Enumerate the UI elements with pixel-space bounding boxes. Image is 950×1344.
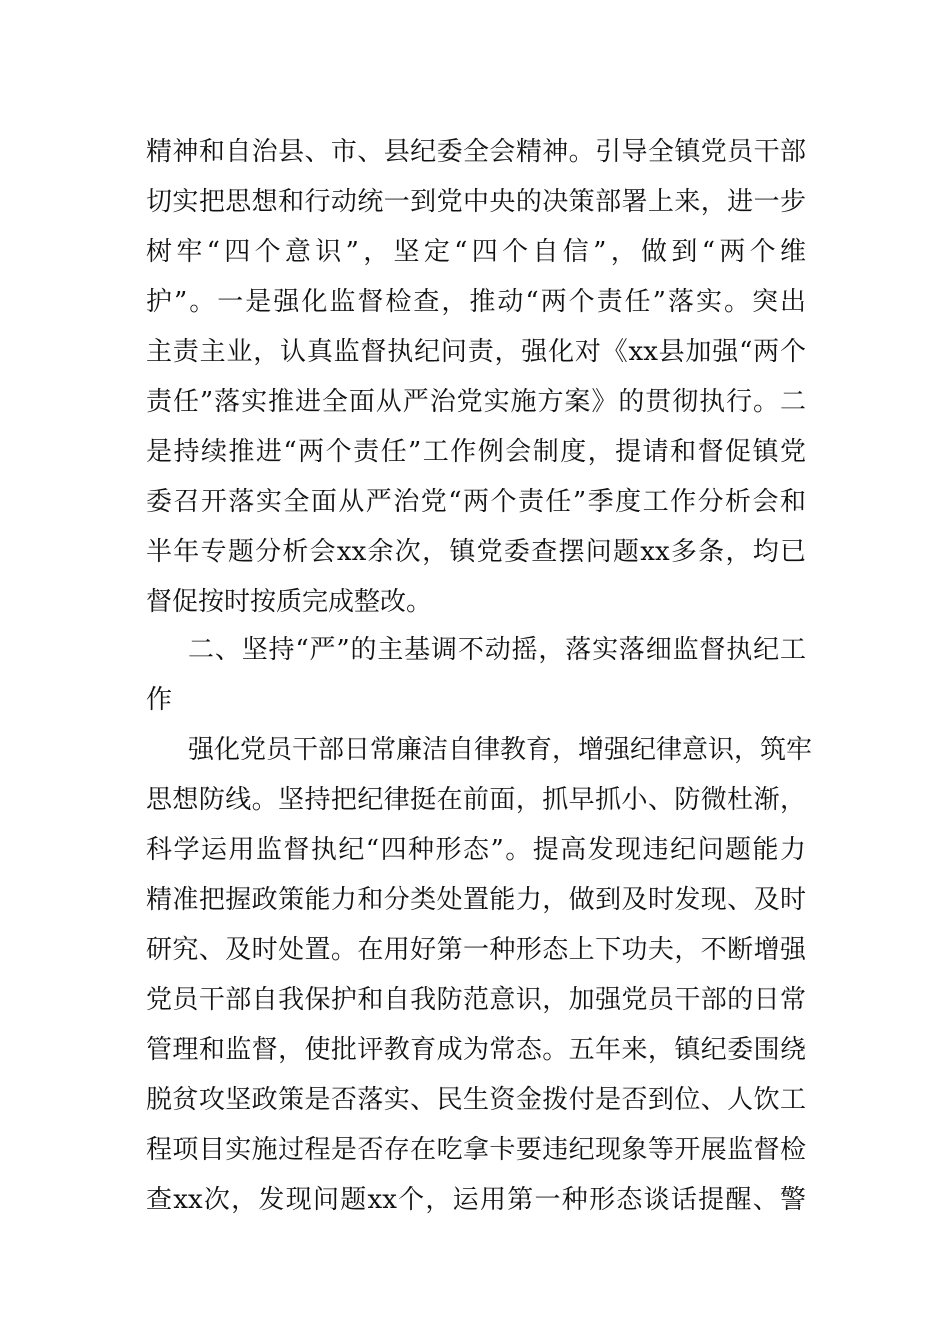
body-text-line: 责任”落实推进全面从严治党实施方案》的贯彻执行。二	[146, 387, 806, 417]
body-text-line: 精神和自治县、市、县纪委全会精神。引导全镇党员干部	[146, 137, 806, 167]
body-text-line: 半年专题分析会xx余次，镇党委查摆问题xx多条，均已	[146, 537, 806, 567]
body-text-line: 查xx次，发现问题xx个，运用第一种形态谈话提醒、警	[146, 1185, 806, 1215]
section-heading-line: 二、坚持“严”的主基调不动摇，落实落细监督执纪工	[188, 635, 806, 665]
body-text-line: 切实把思想和行动统一到党中央的决策部署上来，进一步	[146, 187, 806, 217]
body-text-line: 程项目实施过程是否存在吃拿卡要违纪现象等开展监督检	[146, 1135, 806, 1165]
body-text-line: 精准把握政策能力和分类处置能力，做到及时发现、及时	[146, 885, 806, 915]
body-text-line: 主责主业，认真监督执纪问责，强化对《xx县加强“两个	[146, 337, 806, 367]
body-text-line: 护”。一是强化监督检查，推动“两个责任”落实。突出	[146, 287, 806, 317]
body-text-line: 督促按时按质完成整改。	[146, 587, 433, 617]
section-heading-line: 作	[146, 685, 173, 715]
body-text-line: 强化党员干部日常廉洁自律教育，增强纪律意识，筑牢	[188, 735, 813, 765]
body-text-line: 科学运用监督执纪“四种形态”。提高发现违纪问题能力	[146, 835, 806, 865]
body-text-line: 党员干部自我保护和自我防范意识，加强党员干部的日常	[146, 985, 806, 1015]
body-text-line: 研究、及时处置。在用好第一种形态上下功夫，不断增强	[146, 935, 806, 965]
body-text-line: 管理和监督，使批评教育成为常态。五年来，镇纪委围绕	[146, 1035, 806, 1065]
body-text-line: 委召开落实全面从严治党“两个责任”季度工作分析会和	[146, 487, 806, 517]
body-text-line: 思想防线。坚持把纪律挺在前面，抓早抓小、防微杜渐，	[146, 785, 806, 815]
body-text-line: 脱贫攻坚政策是否落实、民生资金拨付是否到位、人饮工	[146, 1085, 806, 1115]
body-text-line: 是持续推进“两个责任”工作例会制度，提请和督促镇党	[146, 437, 806, 467]
body-text-line: 树牢“四个意识”，坚定“四个自信”，做到“两个维	[146, 237, 806, 267]
